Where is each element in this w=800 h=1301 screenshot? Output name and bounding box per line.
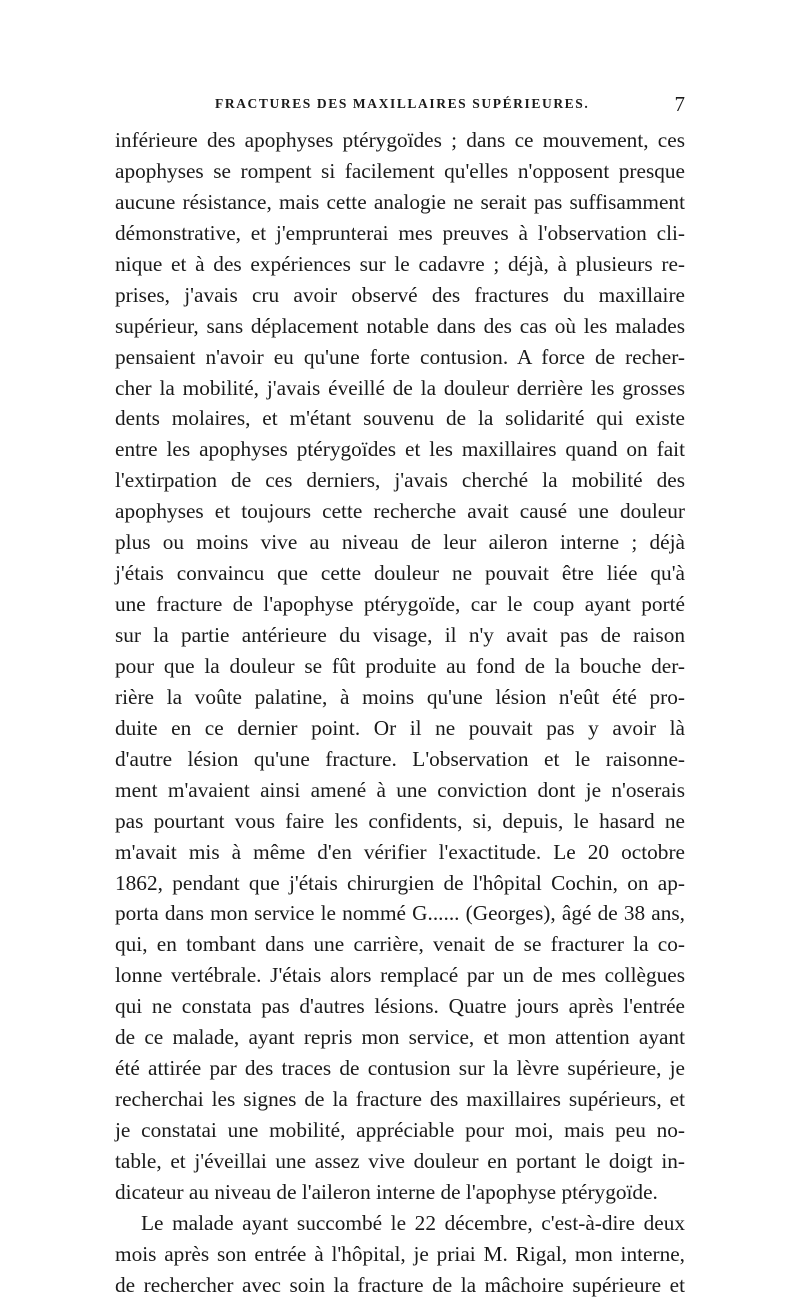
paragraph-start-line: Le malade ayant succombé le 22 décembre, c'est-à-dire deux [141,1210,685,1235]
text-line: porta dans mon service le nommé G...... (Georges), âgé de 38 ans, [115,901,685,926]
text-line: de ce malade, ayant repris mon service, et mon attention ayant [115,1025,685,1050]
text-line: nique et à des expériences sur le cadavre ; déjà, à plusieurs re- [115,251,685,276]
text-line: m'avait mis à même d'en vérifier l'exactitude. Le 20 octobre [115,839,685,864]
text-line: été attirée par des traces de contusion sur la lèvre supérieure, je [115,1056,685,1081]
text-line: j'étais convaincu que cette douleur ne pouvait être liée qu'à [115,561,685,586]
text-line: entre les apophyses ptérygoïdes et les maxillaires quand on fait [115,437,685,462]
text-line: mois après son entrée à l'hôpital, je priai M. Rigal, mon interne, [115,1241,685,1266]
running-head: FRACTURES DES MAXILLAIRES SUPÉRIEURES. [215,96,590,111]
text-line: démonstrative, et j'emprunterai mes preuves à l'observation cli- [115,220,685,245]
text-line: rière la voûte palatine, à moins qu'une lésion n'eût été pro- [115,684,685,709]
text-line: qui, en tombant dans une carrière, venait de se fracturer la co- [115,932,685,957]
text-line: supérieur, sans déplacement notable dans des cas où les malades [115,313,685,338]
text-line: lonne vertébrale. J'étais alors remplacé par un de mes collègues [115,963,685,988]
body-text [115,125,685,1301]
text-line: pensaient n'avoir eu qu'une forte contusion. A force de recher- [115,344,685,369]
text-line: inférieure des apophyses ptérygoïdes ; dans ce mouvement, ces [115,128,685,152]
text-line: apophyses et toujours cette recherche avait causé une douleur [115,499,685,524]
page-number: 7 [674,92,685,116]
text-line: l'extirpation de ces derniers, j'avais cherché la mobilité des [115,468,685,493]
text-line: plus ou moins vive au niveau de leur aileron interne ; déjà [115,530,685,555]
text-line: dicateur au niveau de l'aileron interne de l'apophyse ptérygoïde. [115,1179,658,1204]
text-line: table, et j'éveillai une assez vive douleur en portant le doigt in- [115,1148,685,1173]
text-line: une fracture de l'apophyse ptérygoïde, car le coup ayant porté [115,592,685,617]
text-line: pour que la douleur se fût produite au fond de la bouche der- [115,653,685,678]
text-line: pas pourtant vous faire les confidents, si, depuis, le hasard ne [115,808,685,833]
text-line: je constatai une mobilité, appréciable pour moi, mais peu no- [115,1118,685,1142]
text-line: dents molaires, et m'étant souvenu de la solidarité qui existe [115,406,685,431]
text-line: sur la partie antérieure du visage, il n'y avait pas de raison [115,623,685,647]
text-line: 1862, pendant que j'étais chirurgien de l'hôpital Cochin, on ap- [115,870,685,895]
text-line: aucune résistance, mais cette analogie ne serait pas suffisamment [115,189,685,214]
text-line: cher la mobilité, j'avais éveillé de la douleur derrière les grosses [115,375,685,400]
text-line: de rechercher avec soin la fracture de la mâchoire supérieure et [115,1272,685,1297]
text-line: ment m'avaient ainsi amené à une conviction dont je n'oserais [115,777,685,802]
text-line: d'autre lésion qu'une fracture. L'observation et le raisonne- [115,746,685,771]
page-header [115,92,685,118]
text-line: recherchai les signes de la fracture des maxillaires supérieurs, et [115,1087,685,1112]
text-line: prises, j'avais cru avoir observé des fractures du maxillaire [115,282,685,307]
text-line: apophyses se rompent si facilement qu'elles n'opposent presque [115,158,685,183]
text-line: qui ne constata pas d'autres lésions. Quatre jours après l'entrée [115,994,685,1019]
text-line: duite en ce dernier point. Or il ne pouvait pas y avoir là [115,715,685,740]
